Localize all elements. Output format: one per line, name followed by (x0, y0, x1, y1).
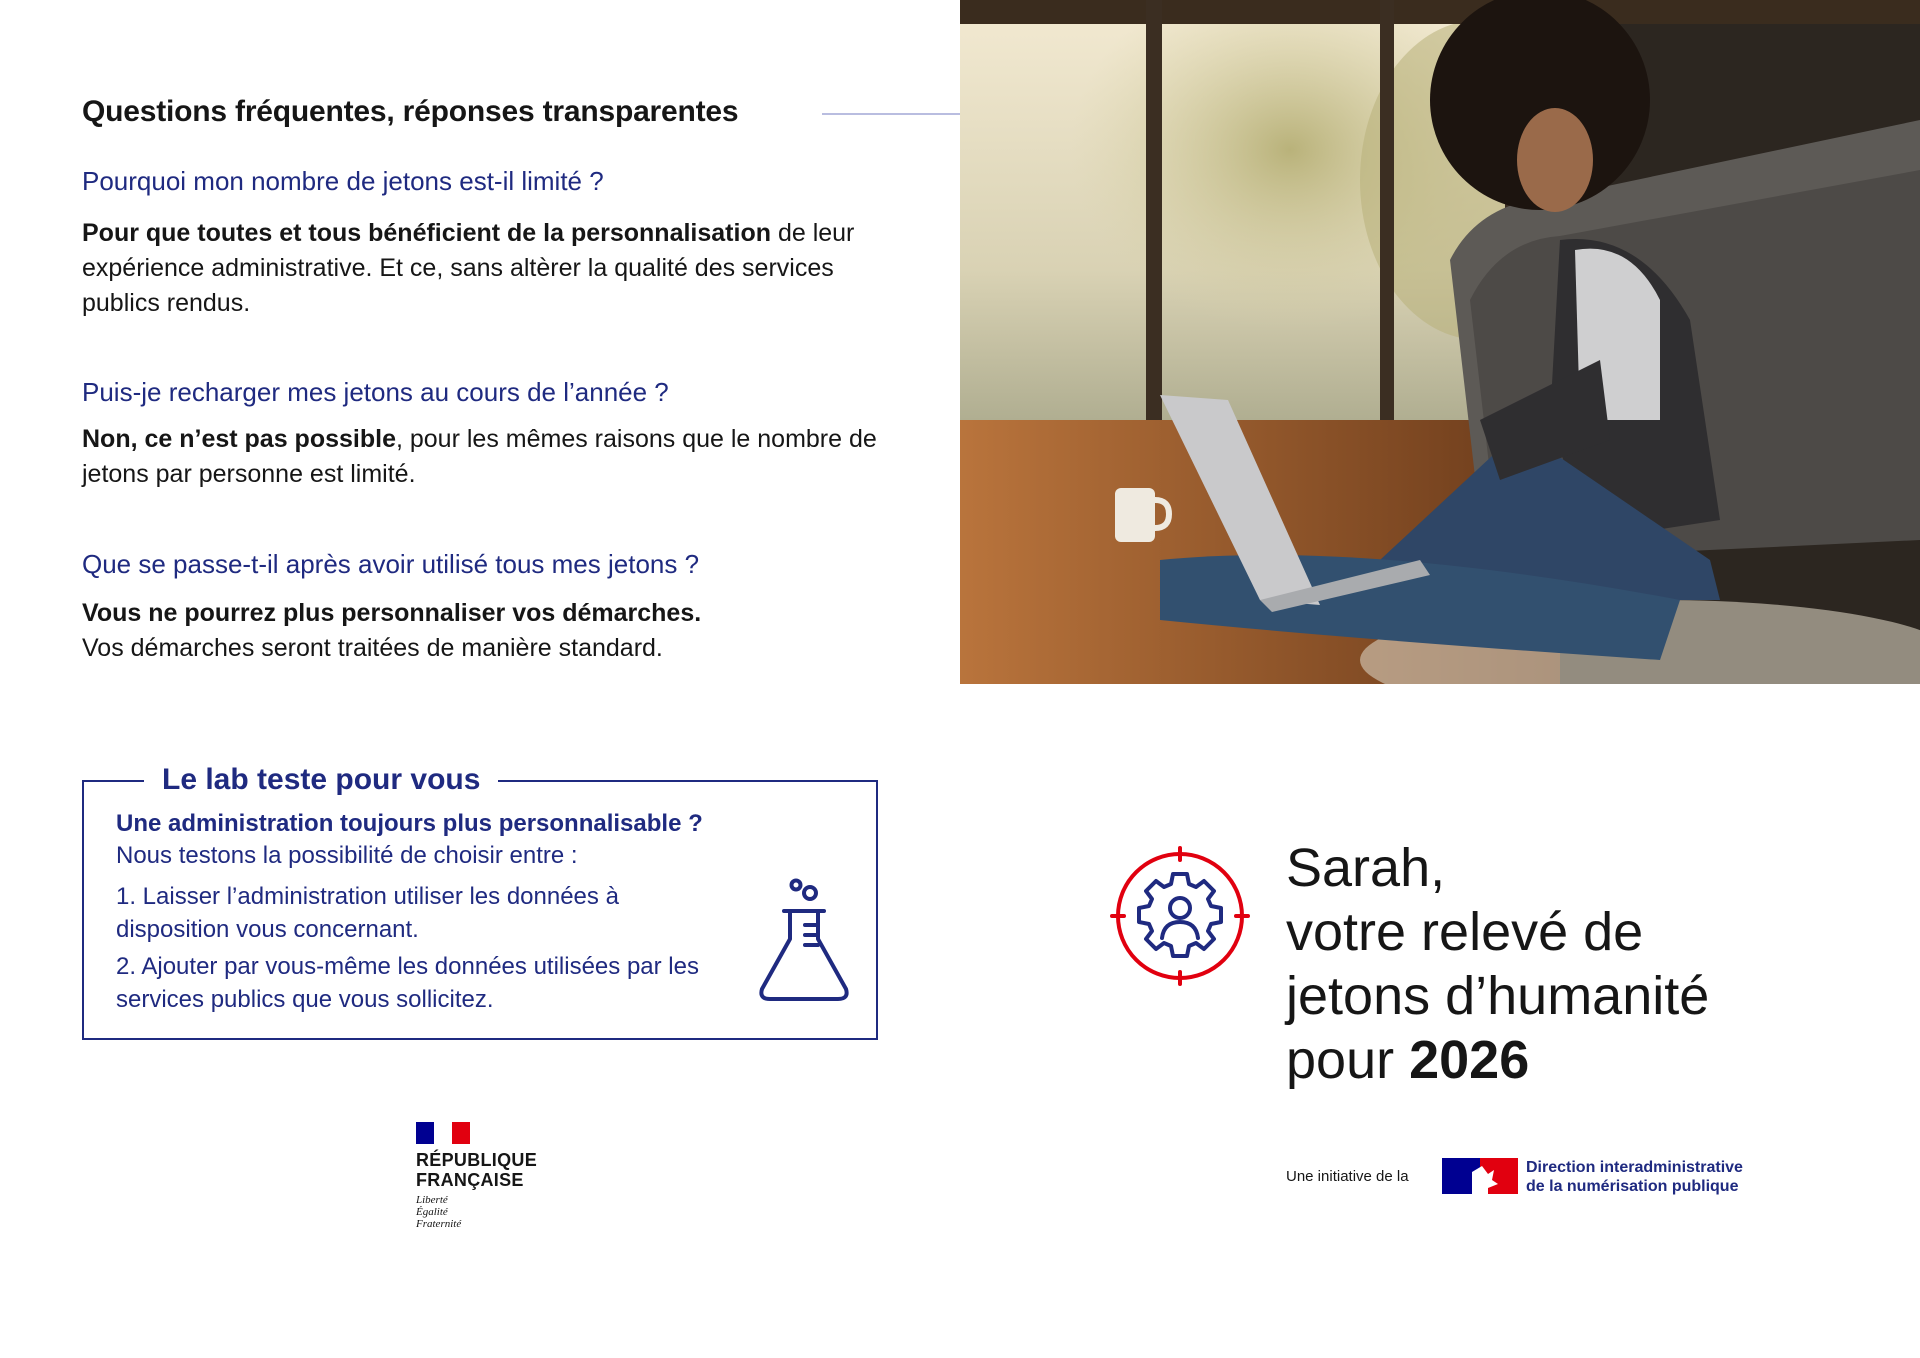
dinum-logo-icon (1442, 1158, 1518, 1194)
hero-photo-woman-laptop (960, 0, 1920, 684)
faq-answer-2-bold: Non, ce n’est pas possible (82, 425, 396, 453)
motto-fraternite: Fraternité (416, 1218, 462, 1230)
republique-motto (416, 1194, 461, 1230)
faq-question-2: Puis-je recharger mes jetons au cours de l’année ? (82, 377, 669, 407)
motto-liberte: Liberté (416, 1194, 448, 1206)
heading-divider (822, 113, 962, 115)
user-gear-icon (1110, 846, 1250, 986)
dinum-name (1526, 1158, 1743, 1196)
faq-answer-1-rest: de leur expérience administrative. Et ce, sans altèrer la qualité des services publics rendus. (82, 219, 855, 317)
hero-title-line-2: votre relevé de (1286, 902, 1644, 962)
faq-heading-row (82, 92, 882, 132)
hero-title-line-1: Sarah, (1286, 838, 1446, 898)
motto-egalite: Égalité (416, 1206, 448, 1218)
faq-answer-1-bold: Pour que toutes et tous bénéficient de la personnalisation (82, 219, 771, 247)
lab-intro: Nous testons la possibilité de choisir entre : (116, 842, 578, 869)
lab-option-1: 1. Laisser l’administration utiliser les données à disposition vous concernant. (116, 883, 619, 943)
faq-question-1: Pourquoi mon nombre de jetons est-il limité ? (82, 166, 604, 196)
faq-answer-3 (82, 596, 882, 666)
dinum-name-line-2: de la numérisation publique (1526, 1178, 1739, 1195)
hero-title-prefix: pour (1286, 1030, 1410, 1090)
faq-question-3: Que se passe-t-il après avoir utilisé tous mes jetons ? (82, 549, 700, 579)
faq-heading: Questions fréquentes, réponses transparentes (82, 95, 739, 128)
hero-title-line-4 (1286, 1028, 1886, 1092)
republique-name (416, 1150, 537, 1190)
dinum-name-line-1: Direction interadministrative (1526, 1159, 1743, 1176)
initiative-prefix: Une initiative de la (1286, 1168, 1409, 1185)
flask-icon (754, 877, 854, 1007)
lab-box (82, 763, 878, 1040)
flag-white (434, 1122, 452, 1144)
lab-title: Le lab teste pour vous (144, 760, 498, 800)
faq-answer-3-rest: Vos démarches seront traitées de manière standard. (82, 634, 663, 662)
faq-answer-3-bold: Vous ne pourrez plus personnaliser vos démarches. (82, 599, 702, 627)
flag-red (452, 1122, 470, 1144)
hero-title-line-3: jetons d’humanité (1286, 966, 1710, 1026)
faq-answer-2 (82, 422, 882, 492)
hero-title (1286, 836, 1886, 1092)
faq-answer-2-rest: , pour les mêmes raisons que le nombre de jetons par personne est limité. (82, 425, 877, 488)
republique-line-2: FRANÇAISE (416, 1170, 524, 1190)
republique-francaise-logo (416, 1122, 576, 1242)
republique-line-1: RÉPUBLIQUE (416, 1150, 538, 1170)
hero-title-year: 2026 (1409, 1030, 1530, 1090)
french-flag-icon (416, 1122, 470, 1144)
initiative-footer (1286, 1158, 1806, 1198)
lab-subtitle: Une administration toujours plus personnalisable ? (116, 810, 703, 837)
lab-option-2: 2. Ajouter par vous-même les données utilisées par les services publics que vous sollicitez. (116, 953, 699, 1013)
faq-answer-1 (82, 216, 882, 321)
flag-blue (416, 1122, 434, 1144)
